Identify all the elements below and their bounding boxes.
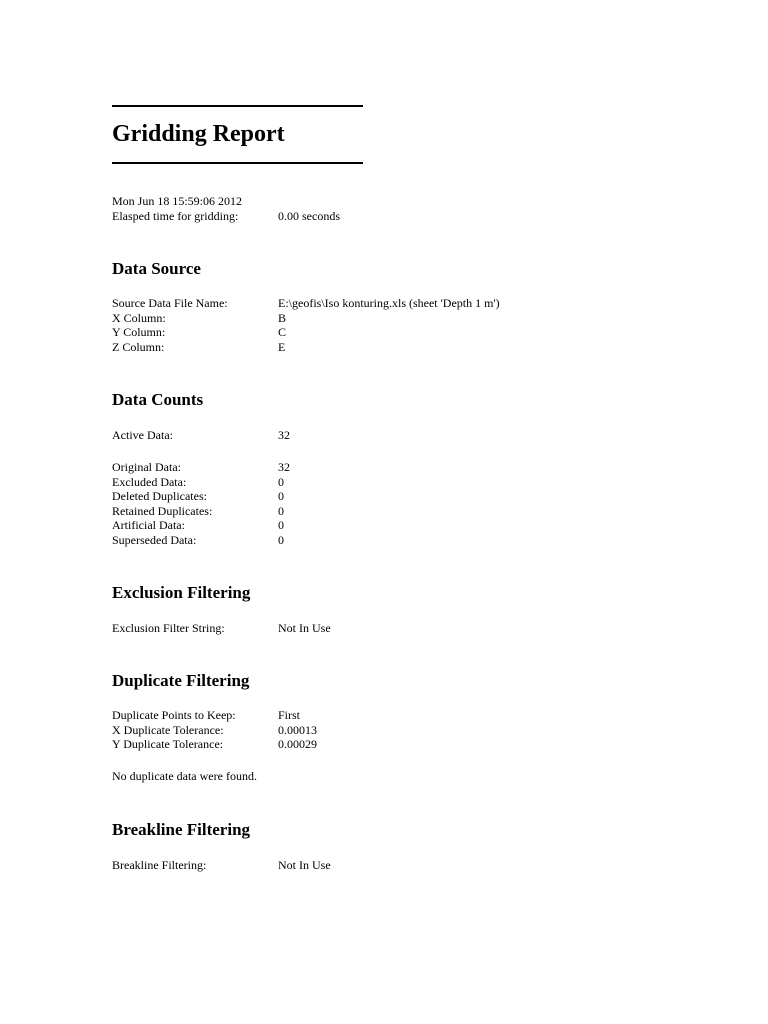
duplicate-filtering-rows — [112, 708, 732, 752]
data-source-row — [112, 340, 732, 355]
row-value: 32 — [278, 460, 290, 474]
row-value: 32 — [278, 428, 290, 442]
duplicate-filtering-section — [112, 670, 732, 692]
exclusion-filtering-section — [112, 582, 732, 604]
data-counts-heading: Data Counts — [112, 390, 204, 409]
row-label: Y Column: — [112, 325, 166, 340]
row-label: Excluded Data: — [112, 474, 187, 489]
data-source-heading: Data Source — [112, 259, 201, 278]
data-source-row — [112, 311, 732, 326]
data-source-row — [112, 325, 732, 340]
duplicate-filter-row — [112, 723, 732, 738]
data-counts-row — [112, 518, 732, 533]
row-value: E — [278, 339, 286, 354]
data-source-rows — [112, 296, 732, 354]
row-label: Superseded Data: — [112, 532, 197, 547]
breakline-filtering-heading: Breakline Filtering — [112, 820, 251, 839]
active-data-row-block — [112, 428, 732, 443]
exclusion-filtering-rows — [112, 621, 732, 636]
row-value: Not In Use — [278, 858, 331, 872]
row-value: 0.00029 — [278, 737, 317, 752]
duplicate-note: No duplicate data were found. — [112, 769, 257, 783]
row-value: 0.00013 — [278, 722, 317, 737]
row-label: Z Column: — [112, 339, 165, 354]
row-value: 0 — [278, 489, 284, 504]
breakline-filter-row — [112, 858, 732, 873]
report-timestamp: Mon Jun 18 15:59:06 2012 — [112, 194, 243, 208]
data-counts-row — [112, 475, 732, 490]
row-value: E:\geofis\Iso konturing.xls (sheet 'Depth 1 m') — [278, 296, 500, 310]
active-data-row — [112, 428, 732, 443]
row-label: Deleted Duplicates: — [112, 489, 207, 504]
row-label: Exclusion Filter String: — [112, 621, 225, 635]
exclusion-filtering-heading: Exclusion Filtering — [112, 583, 251, 602]
report-title: Gridding Report — [112, 121, 285, 147]
row-value: B — [278, 310, 287, 325]
exclusion-filter-row — [112, 621, 732, 636]
row-value: C — [278, 325, 287, 340]
row-label: Y Duplicate Tolerance: — [112, 737, 224, 752]
row-value: Not In Use — [278, 621, 331, 635]
breakline-filtering-section — [112, 819, 732, 841]
duplicate-filter-row — [112, 708, 732, 723]
data-counts-row — [112, 504, 732, 519]
data-counts-section — [112, 389, 732, 411]
row-value: First — [278, 708, 301, 722]
elapsed-time-label: Elasped time for gridding: — [112, 208, 239, 223]
row-label: Artificial Data: — [112, 518, 185, 533]
data-source-section — [112, 258, 732, 280]
row-label: Duplicate Points to Keep: — [112, 708, 236, 722]
data-counts-row — [112, 489, 732, 504]
data-counts-rows — [112, 460, 732, 548]
row-label: Retained Duplicates: — [112, 503, 213, 518]
report-header-info — [112, 194, 732, 223]
duplicate-filter-row — [112, 737, 732, 752]
row-label: Original Data: — [112, 460, 181, 474]
elapsed-time-row — [112, 209, 732, 224]
row-value: 0 — [278, 474, 284, 489]
duplicate-note-block — [112, 769, 732, 784]
title-rule-top — [112, 105, 363, 107]
row-label: X Duplicate Tolerance: — [112, 722, 224, 737]
row-value: 0 — [278, 503, 284, 518]
elapsed-time-value: 0.00 seconds — [278, 208, 340, 223]
row-label: Breakline Filtering: — [112, 858, 207, 872]
data-source-row — [112, 296, 732, 311]
duplicate-filtering-heading: Duplicate Filtering — [112, 671, 250, 690]
row-label: Source Data File Name: — [112, 296, 228, 310]
row-value: 0 — [278, 518, 284, 533]
title-rule-bottom — [112, 162, 363, 164]
data-counts-row — [112, 460, 732, 475]
row-label: X Column: — [112, 310, 166, 325]
row-label: Active Data: — [112, 428, 173, 442]
breakline-filtering-rows — [112, 858, 732, 873]
row-value: 0 — [278, 532, 284, 547]
data-counts-row — [112, 533, 732, 548]
